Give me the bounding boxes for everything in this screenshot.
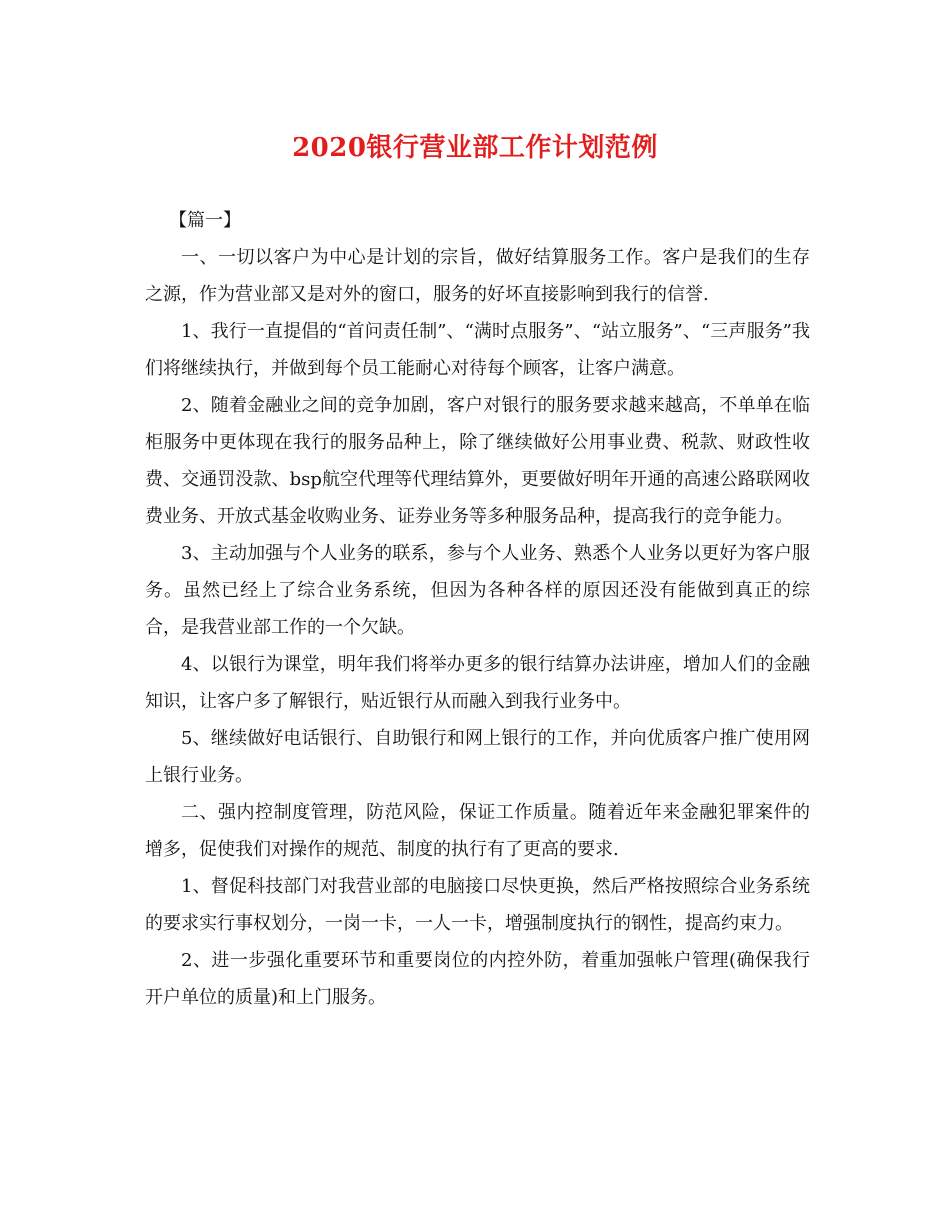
paragraph: 4、以银行为课堂，明年我们将举办更多的银行结算办法讲座，增加人们的金融知识，让客户多了解银行，贴近银行从而融入到我行业务中。 xyxy=(145,654,810,712)
paragraph: 1、督促科技部门对我营业部的电脑接口尽快更换，然后严格按照综合业务系统的要求实行事权划分，一岗一卡，一人一卡，增强制度执行的钢性，提高约束力。 xyxy=(145,876,810,934)
paragraph: 1、我行一直提倡的“首问责任制”、“满时点服务”、“站立服务”、“三声服务”我们将继续执行，并做到每个员工能耐心对待每个顾客，让客户满意。 xyxy=(145,321,810,379)
paragraph: 2、进一步强化重要环节和重要岗位的内控外防，着重加强帐户管理(确保我行开户单位的质量)和上门服务。 xyxy=(145,950,810,1008)
paragraph: 二、强内控制度管理，防范风险，保证工作质量。随着近年来金融犯罪案件的增多，促使我们对操作的规范、制度的执行有了更高的要求. xyxy=(145,802,810,860)
paragraph: 一、一切以客户为中心是计划的宗旨，做好结算服务工作。客户是我们的生存之源，作为营业部又是对外的窗口，服务的好坏直接影响到我行的信誉. xyxy=(145,247,810,305)
section-label: 【篇一】 xyxy=(169,210,241,231)
document-body xyxy=(145,202,810,1016)
paragraph: 2、随着金融业之间的竞争加剧，客户对银行的服务要求越来越高，不单单在临柜服务中更体现在我行的服务品种上，除了继续做好公用事业费、税款、财政性收费、交通罚没款、bsp航空代理等代理结算外，更要做好明年开通的高速公路联网收费业务、开放式基金收购业务、证券业务等多种服务品种，提高我行的竞争能力。 xyxy=(145,395,810,527)
paragraph: 5、继续做好电话银行、自助银行和网上银行的工作，并向优质客户推广使用网上银行业务。 xyxy=(145,728,810,786)
document-title: 2020银行营业部工作计划范例 xyxy=(292,133,658,163)
paragraph: 3、主动加强与个人业务的联系，参与个人业务、熟悉个人业务以更好为客户服务。虽然已经上了综合业务系统，但因为各种各样的原因还没有能做到真正的综合，是我营业部工作的一个欠缺。 xyxy=(145,543,810,638)
